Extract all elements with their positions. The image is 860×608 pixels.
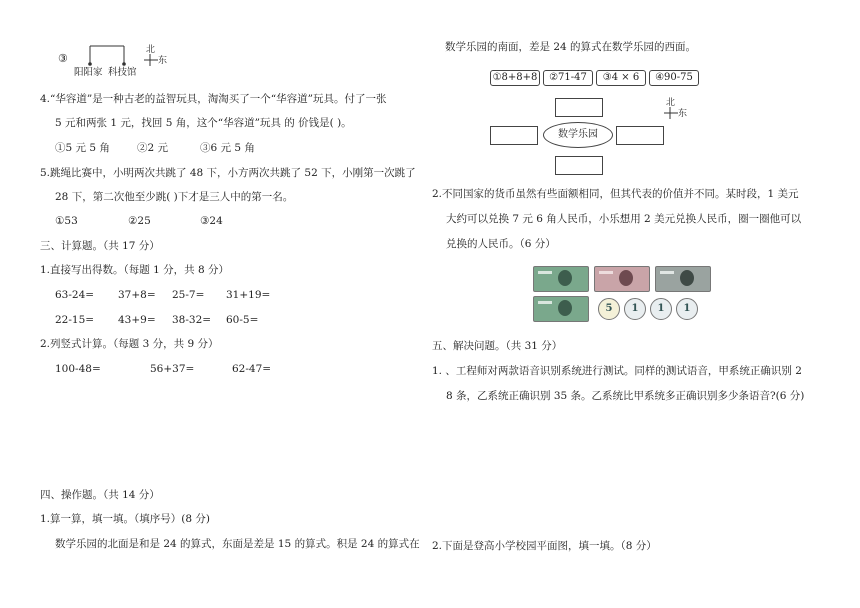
q4-option-3[interactable]: ③6 元 5 角 [200,142,255,154]
q4-line2: 5 元和两张 1 元，找回 5 角，这个“华容道”玩具 的 价钱是( )。 [55,117,352,129]
section5-q2: 2.下面是登高小学校园平面图，填一填。（8 分） [432,540,657,552]
option-box-3: ③4 × 6 [596,70,646,86]
option-box-2: ②71-47 [543,70,593,86]
q2-line1: 2.不同国家的货币虽然有些面额相同，但其代表的价值并不同。某时段，1 美元 [432,188,799,200]
q3-compass-east: 东 [158,56,168,66]
vertical-calc-1: 100-48= [55,363,101,375]
calc-1-1: 63-24= [55,289,95,301]
section3-sub2: 2.列竖式计算。（每题 3 分，共 9 分） [40,338,219,350]
banknote-green-image-2[interactable] [533,296,589,322]
banknote-pink-image[interactable] [594,266,650,292]
q3-marker: ③ [58,52,68,65]
banknote-green-image[interactable] [533,266,589,292]
q4-option-1[interactable]: ①5 元 5 角 [55,142,110,154]
calc-1-4: 31+19= [226,289,271,301]
banknote-grey-image[interactable] [655,266,711,292]
q2-line2: 大约可以兑换 7 元 6 角人民币，小乐想用 2 美元兑换人民币，圈一圈他可以 [446,213,802,225]
section5-q1-line1: 1. 、工程师对两款语音识别系统进行测试。同样的测试语音，甲系统正确识别 2 [432,365,802,377]
vertical-calc-3: 62-47= [232,363,272,375]
option-box-1: ①8+8+8 [490,70,540,86]
coin-1-yuan-3[interactable]: 1 [676,298,698,320]
section4-sub1: 1.算一算，填一填。（填序号）(8 分) [40,513,210,525]
calc-2-3: 38-32= [172,314,212,326]
q4-line1: 4.“华容道”是一种古老的益智玩具，淘淘买了一个“华容道”玩具。付了一张 [40,93,387,105]
section3-sub1: 1.直接写出得数。（每题 1 分，共 8 分） [40,264,229,276]
q5-option-1[interactable]: ①53 [55,215,78,227]
section4-para: 数学乐园的北面是和是 24 的算式，东面是差是 15 的算式。积是 24 的算式在 [55,538,420,550]
q5-line1: 5.跳绳比赛中，小明两次共跳了 48 下，小方两次共跳了 52 下，小刚第一次跳了 [40,167,416,179]
q4-option-2[interactable]: ②2 元 [137,142,169,154]
section5-title: 五、解决问题。（共 31 分） [432,340,563,352]
option-box-4: ④90-75 [649,70,699,86]
q5-line2: 28 下，第二次他至少跳( )下才是三人中的第一名。 [55,191,294,203]
q3-compass-north: 北 [146,45,156,55]
north-answer-box[interactable] [555,98,603,117]
compass-north-label: 北 [666,98,676,108]
coin-5-jiao[interactable]: 5 [598,298,620,320]
west-answer-box[interactable] [490,126,538,145]
section3-title: 三、计算题。（共 17 分） [40,240,160,252]
calc-2-1: 22-15= [55,314,95,326]
east-answer-box[interactable] [616,126,664,145]
calc-1-2: 37+8= [118,289,156,301]
q3-label-museum: 科技馆 [108,67,137,78]
calc-2-2: 43+9= [118,314,156,326]
q3-label-home: 阳阳家 [74,67,103,78]
coin-1-yuan-1[interactable]: 1 [624,298,646,320]
south-answer-box[interactable] [555,156,603,175]
section4-title: 四、操作题。（共 14 分） [40,489,160,501]
calc-2-4: 60-5= [226,314,259,326]
section5-q1-line2: 8 条，乙系统正确识别 35 条。乙系统比甲系统多正确识别多少条语音?(6 分) [446,390,805,402]
q2-line3: 兑换的人民币。（6 分） [446,238,556,250]
coin-1-yuan-2[interactable]: 1 [650,298,672,320]
q1-para-continued: 数学乐园的南面，差是 24 的算式在数学乐园的西面。 [445,41,697,53]
math-park-center: 数学乐园 [543,122,613,148]
compass-east-label: 东 [678,109,688,119]
q5-option-2[interactable]: ②25 [128,215,151,227]
calc-1-3: 25-7= [172,289,205,301]
vertical-calc-2: 56+37= [150,363,195,375]
q5-option-3[interactable]: ③24 [200,215,223,227]
